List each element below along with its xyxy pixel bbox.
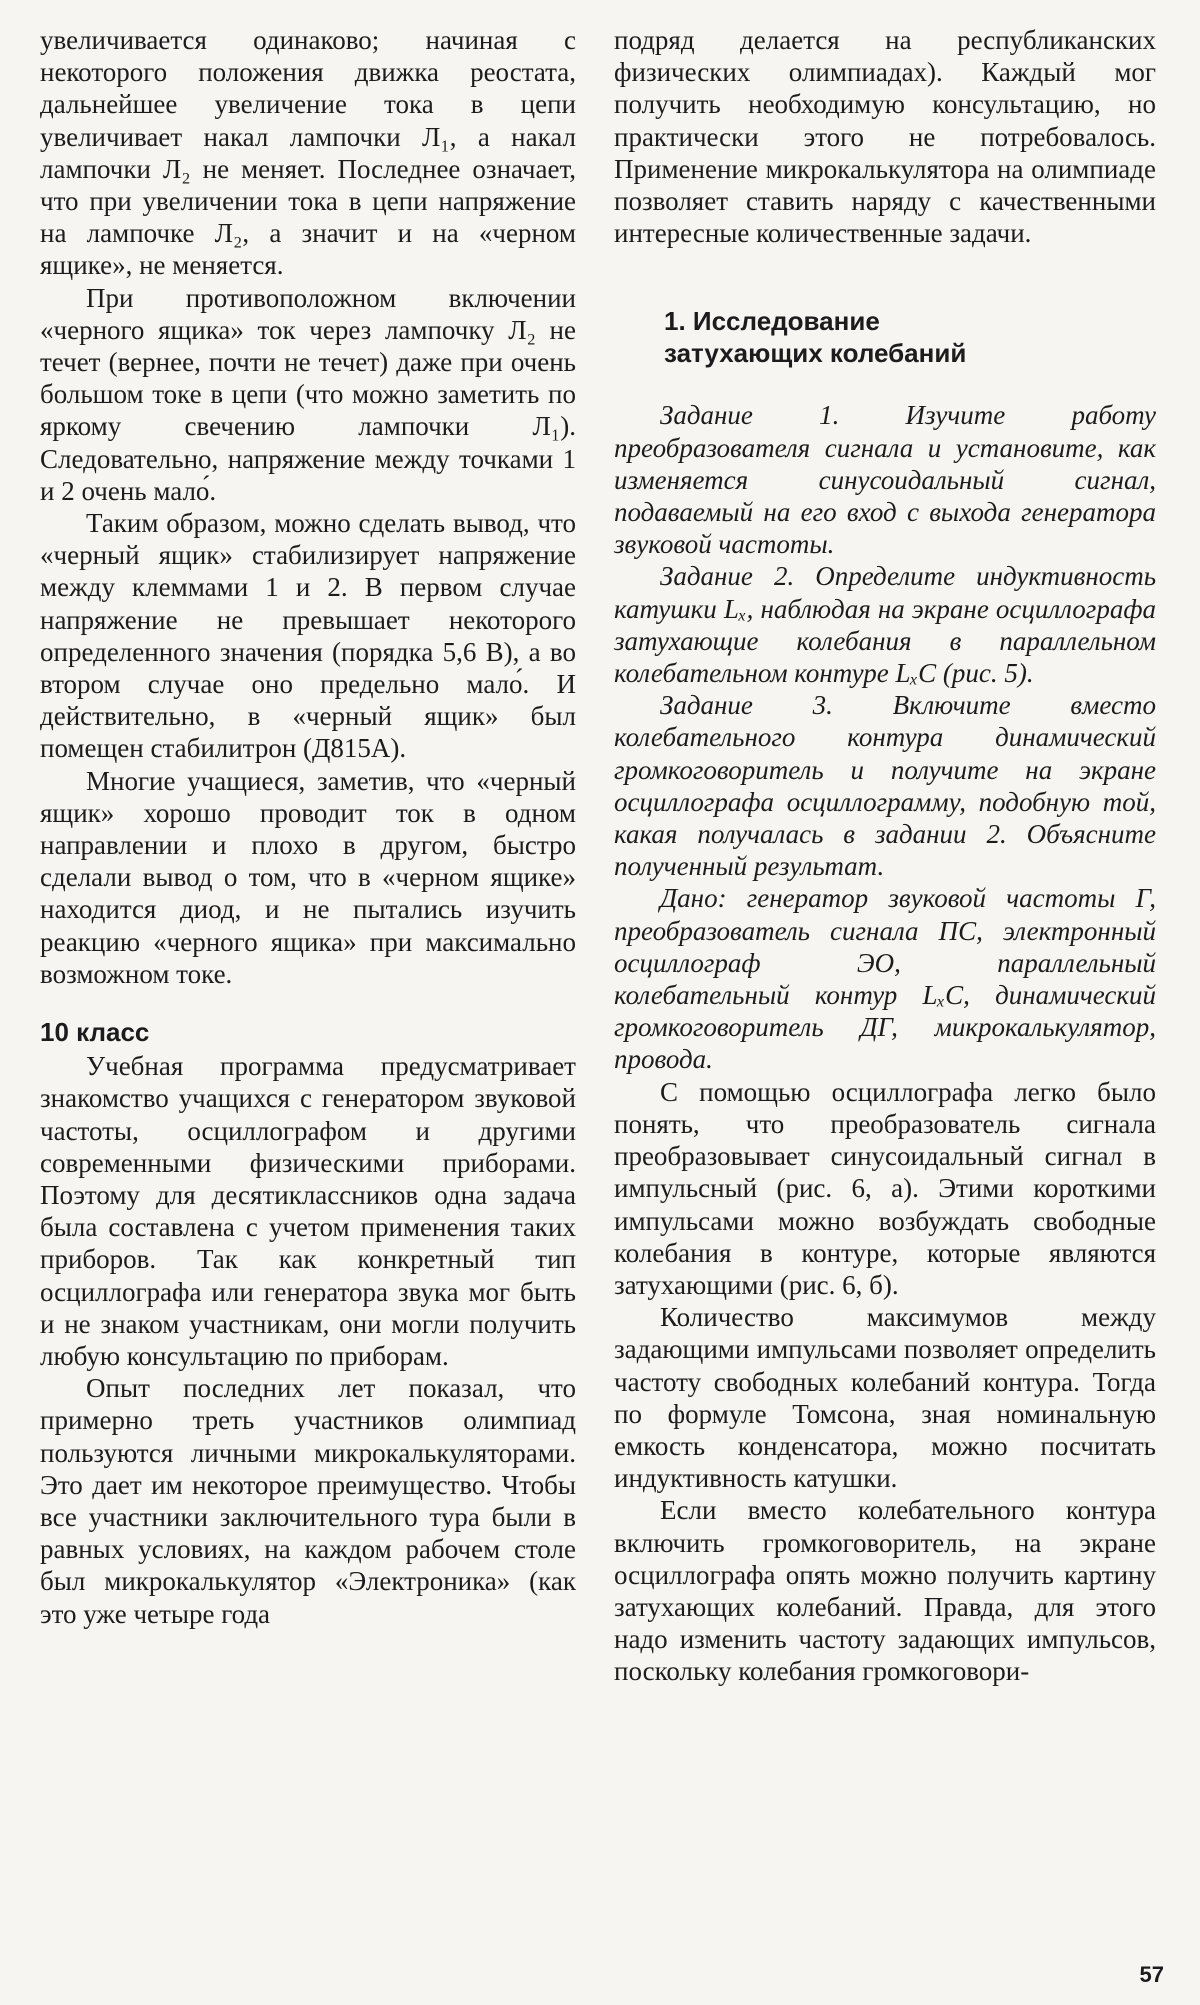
section-heading-damped-oscillations bbox=[614, 305, 1156, 369]
task-2: Задание 2. Определите индуктивность катушки Lₓ, наблюдая на экране осциллографа затухающие колебания в параллельном колебательном контуре LₓC (рис. 5). bbox=[614, 561, 1156, 689]
paragraph: Многие учащиеся, заметив, что «черный ящик» хорошо проводит ток в одном направлении и плохо в другом, быстро сделали вывод о том, что в «черном ящике» находится диод, и не пытались изучить реакцию «черного ящика» при максимально возможном токе. bbox=[40, 765, 576, 989]
paragraph: С помощью осциллографа легко было понять, что преобразователь сигнала преобразовывает синусоидальный сигнал в импульсный (рис. 6, а). Этими короткими импульсами можно возбуждать свободные колебания в контуре, которые являются затухающими (рис. 6, б). bbox=[614, 1076, 1156, 1300]
paragraph: Опыт последних лет показал, что примерно треть участников олимпиад пользуются личными микрокалькуляторами. Это дает им некоторое преимущество. Чтобы все участники заключительного тура были в равных условиях, на каждом рабочем столе был микрокалькулятор «Электроника» (как это уже четыре года bbox=[40, 1373, 576, 1629]
task-3: Задание 3. Включите вместо колебательного контура динамический громкоговоритель и получите на экране осциллографа осциллограмму, подобную той, какая получалась в задании 2. Объясните полученный результат. bbox=[614, 690, 1156, 882]
right-column bbox=[614, 24, 1156, 1688]
paragraph: Если вместо колебательного контура включить громкоговоритель, на экране осциллографа опять можно получить картину затухающих колебаний. Правда, для этого надо изменить частоту задающих импульсов, поскольку колебания громкоговори- bbox=[614, 1495, 1156, 1687]
heading-line: затухающих колебаний bbox=[664, 338, 967, 369]
given-equipment: Дано: генератор звуковой частоты Г, преобразователь сигнала ПС, электронный осциллограф ЭО, параллельный колебательный контур LₓC, динамический громкоговоритель ДГ, микрокалькулятор, провода. bbox=[614, 883, 1156, 1075]
section-heading-10-class: 10 класс bbox=[40, 1017, 150, 1048]
paragraph-continued: подряд делается на республиканских физических олимпиадах). Каждый мог получить необходимую консультацию, но практически этого не потребовалось. Применение микрокалькулятора на олимпиаде позволяет ставить наряду с качественными интересные количественные задачи. bbox=[614, 25, 1156, 249]
paragraph: Учебная программа предусматривает знакомство учащихся с генератором звуковой частоты, осциллографом и другими современными физическими приборами. Поэтому для десятиклассников одна задача была составлена с учетом применения таких приборов. Так как конкретный тип осциллографа или генератора звука мог быть и не знаком участникам, они могли получить любую консультацию по приборам. bbox=[40, 1051, 576, 1371]
paragraph: Таким образом, можно сделать вывод, что «черный ящик» стабилизирует напряжение между клеммами 1 и 2. В первом случае напряжение не превышает некоторого определенного значения (порядка 5,6 В), а во втором случае оно предельно мало́. И действительно, в «черный ящик» был помещен стабилитрон (Д815А). bbox=[40, 508, 576, 764]
task-1: Задание 1. Изучите работу преобразователя сигнала и установите, как изменяется синусоидальный сигнал, подаваемый на его вход с выхода генератора звуковой частоты. bbox=[614, 400, 1156, 560]
paragraph: При противоположном включении «черного ящика» ток через лампочку Л₂ не течет (вернее, почти не течет) даже при очень большом токе в цепи (что можно заметить по яркому свечению лампочки Л₁). Следовательно, напряжение между точками 1 и 2 очень мало́. bbox=[40, 282, 576, 506]
left-column bbox=[40, 24, 576, 1630]
paragraph-continued: увеличивается одинаково; начиная с некоторого положения движка реостата, дальнейшее увеличение тока в цепи увеличивает накал лампочки Л₁, а накал лампочки Л₂ не меняет. Последнее означает, что при увеличении тока в цепи напряжение на лампочке Л₂, а значит и на «черном ящике», не меняется. bbox=[40, 25, 576, 281]
paragraph: Количество максимумов между задающими импульсами позволяет определить частоту свободных колебаний контура. Тогда по формуле Томсона, зная номинальную емкость конденсатора, можно посчитать индуктивность катушки. bbox=[614, 1302, 1156, 1494]
page-number: 57 bbox=[1139, 1962, 1164, 1987]
heading-line: 1. Исследование bbox=[664, 306, 880, 337]
